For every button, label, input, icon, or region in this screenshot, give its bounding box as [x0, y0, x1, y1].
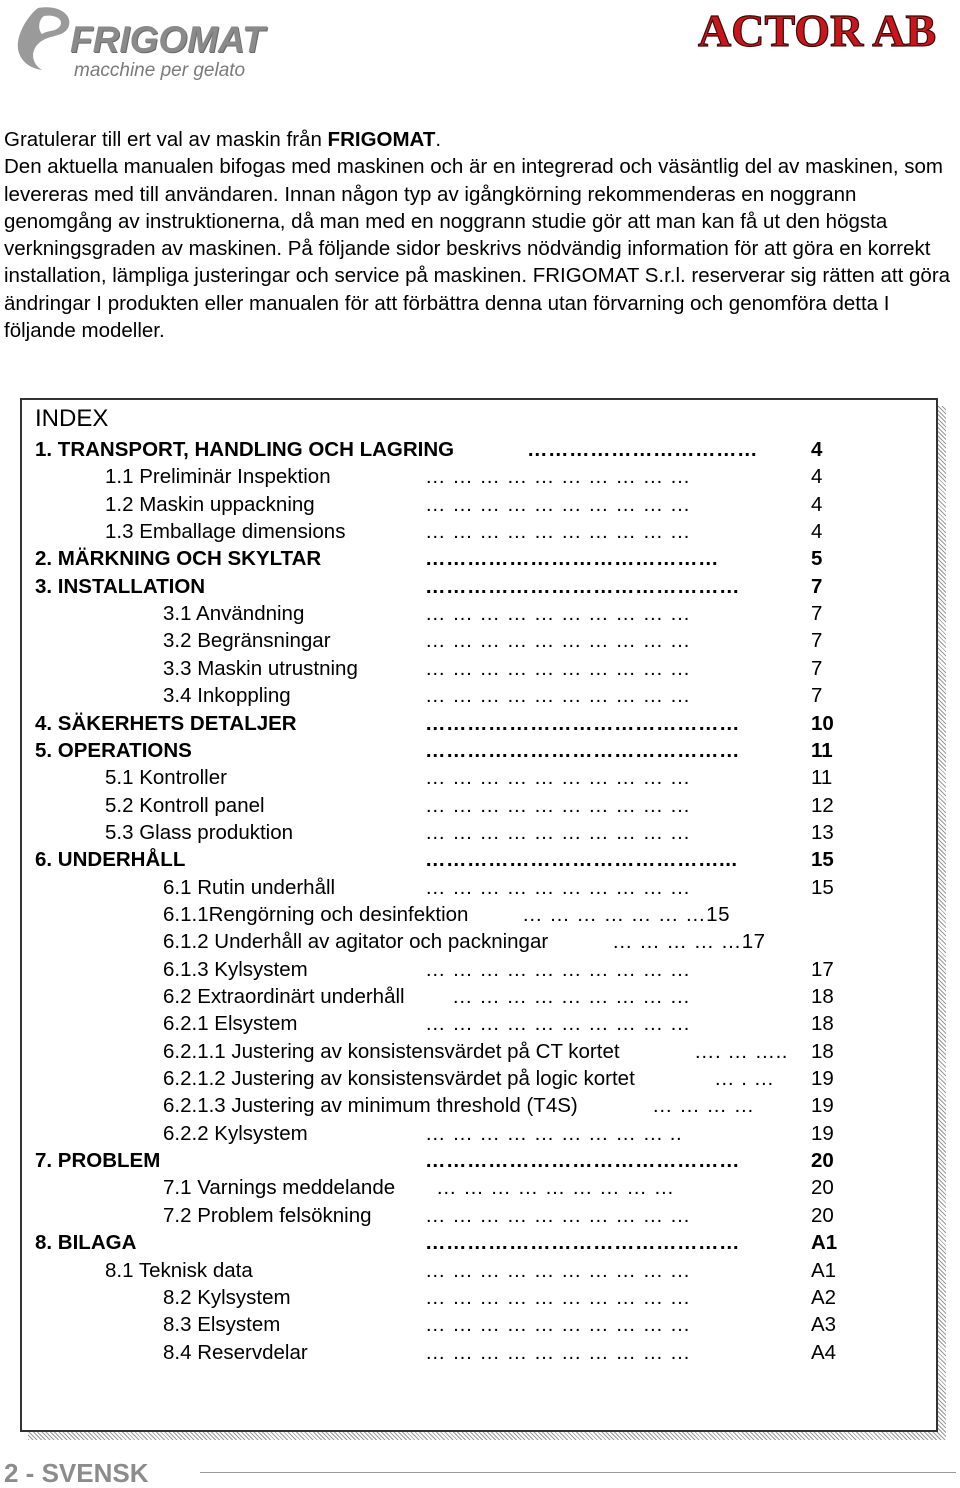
footer-page-label: 2 - SVENSK — [4, 1458, 149, 1488]
toc-entry-leader-dots: … … … … … … … … … … — [425, 1203, 691, 1227]
toc-entry-leader-dots: … … … … …17 — [612, 930, 766, 954]
toc-entry-leader-dots: … … … … … … … … … … — [425, 520, 691, 544]
toc-entry — [0, 1257, 960, 1284]
intro-greeting-end: . — [435, 128, 442, 151]
toc-entry-label: 6.1.1Rengörning och desinfektion — [163, 902, 469, 926]
toc-entry — [0, 1065, 960, 1092]
toc-entry-page-number: 7 — [811, 629, 823, 653]
toc-entry-leader-dots: … … … … … … … … … … — [425, 1285, 691, 1309]
frigomat-swirl-icon — [8, 4, 78, 76]
toc-entry — [0, 792, 960, 819]
toc-entry-leader-dots: ……………………………………… — [425, 711, 740, 735]
toc-entry-leader-dots: …………………………………… — [425, 547, 719, 571]
toc-entry — [0, 1202, 960, 1229]
toc-entry-label: 1. TRANSPORT, HANDLING OCH LAGRING — [35, 438, 455, 461]
toc-entry-leader-dots: … … … … … … … … … … — [425, 465, 691, 489]
toc-entry — [0, 1174, 960, 1201]
toc-entry — [0, 436, 960, 463]
toc-entry-page-number: 5 — [811, 547, 823, 571]
toc-entry — [0, 1120, 960, 1147]
toc-entry-label: 3.2 Begränsningar — [163, 629, 331, 653]
toc-entry-page-number: 19 — [811, 1121, 834, 1145]
intro-body: Den aktuella manualen bifogas med maskinen och är en integrerad och väsäntlig del av maskinen, som levereras med till användaren. Innan någon typ av igångkörning rekommenderas en noggrann genomgång av instruktionerna, då man med en noggrann studie gör att man kan få ut den högsta verkningsgraden av maskinen. På följande sidor beskrivs nödvändig information för att göra en korrekt installation, lämpliga justeringar och service på maskinen. FRIGOMAT S.r.l. reserverar sig rätten att göra ändringar I produkten eller manualen för att förbättra denna utan förvarning och genomföra detta I följande modeller. — [4, 155, 951, 343]
toc-entry-label: 6. UNDERHÅLL — [35, 848, 186, 872]
toc-entry-leader-dots: … … … … … … … … … … — [425, 1340, 691, 1364]
toc-entry-label: 5. OPERATIONS — [35, 738, 192, 762]
toc-entry-page-number: A3 — [811, 1313, 837, 1337]
toc-entry-leader-dots: ……………………………………… — [425, 1231, 740, 1255]
toc-entry-leader-dots: …. … ….. — [694, 1039, 788, 1063]
toc-entry — [0, 983, 960, 1010]
toc-entry-label: 6.2.1.2 Justering av konsistensvärdet på logic kortet — [163, 1067, 635, 1091]
toc-entry-leader-dots: … … … … … … … … … — [436, 1176, 675, 1200]
toc-entry-label: 6.2.2 Kylsystem — [163, 1121, 308, 1145]
toc-entry — [0, 573, 960, 600]
toc-entry — [0, 764, 960, 791]
toc-entry-label: 5.2 Kontroll panel — [105, 793, 265, 817]
toc-entry-leader-dots: … … … … … … … … … … — [425, 656, 691, 680]
toc-entry — [0, 1038, 960, 1065]
toc-entry — [0, 463, 960, 490]
toc-entry-leader-dots: ……………………………………… — [425, 574, 740, 598]
toc-entry — [0, 901, 960, 928]
toc-entry-leader-dots: … … … … … … … … … … — [425, 492, 691, 516]
toc-entry-page-number: 20 — [811, 1203, 834, 1227]
toc-entry-page-number: 18 — [811, 985, 834, 1008]
toc-entry-label: 8. BILAGA — [35, 1231, 137, 1255]
toc-entry-leader-dots: … … … … … … … … … — [452, 985, 691, 1008]
toc-entry-page-number: 18 — [811, 1012, 834, 1036]
toc-entry-page-number: 18 — [811, 1039, 834, 1063]
toc-entry-leader-dots: ……………………………………… — [425, 1149, 740, 1173]
toc-entry-leader-dots: ……………………………………… — [425, 738, 740, 762]
toc-entry-page-number: A1 — [811, 1258, 837, 1282]
toc-entry-leader-dots: … … … … … … … … … … — [425, 1313, 691, 1337]
toc-entry-leader-dots: … … … … … … … … … .. — [425, 1121, 683, 1145]
toc-entry — [0, 1092, 960, 1119]
toc-entry-label: 5.1 Kontroller — [105, 766, 227, 790]
toc-entry-label: 6.1.2 Underhåll av agitator och packningar — [163, 930, 549, 954]
toc-entry-label: 5.3 Glass produktion — [105, 820, 294, 844]
toc-entry-page-number: 7 — [811, 656, 823, 680]
toc-entry — [0, 710, 960, 737]
toc-entry — [0, 682, 960, 709]
toc-entry-leader-dots: ……………………………………... — [425, 848, 738, 872]
toc-entry-label: 6.2.1.3 Justering av minimum threshold (T4S) — [163, 1094, 578, 1118]
toc-entry-leader-dots: … … … … … … … … … … — [425, 1012, 691, 1036]
toc-entry — [0, 491, 960, 518]
toc-entry-page-number: 17 — [811, 957, 834, 981]
toc-entry — [0, 874, 960, 901]
toc-entry — [0, 600, 960, 627]
toc-entry-label: 7. PROBLEM — [35, 1149, 161, 1173]
index-title: INDEX — [35, 405, 109, 432]
toc-entry — [0, 928, 960, 955]
toc-entry-label: 8.1 Teknisk data — [105, 1258, 253, 1282]
toc-entry — [0, 627, 960, 654]
toc-entry-page-number: 20 — [811, 1176, 834, 1200]
toc-entry-leader-dots: … … … … … … … … … … — [425, 1258, 691, 1282]
toc-entry-label: 4. SÄKERHETS DETALJER — [35, 711, 297, 735]
toc-entry — [0, 737, 960, 764]
toc-entry-label: 8.2 Kylsystem — [163, 1285, 291, 1309]
toc-entry-label: 3.3 Maskin utrustning — [163, 656, 358, 680]
toc-entry — [0, 1010, 960, 1037]
frigomat-tagline: macchine per gelato — [74, 60, 246, 81]
toc-entry — [0, 655, 960, 682]
toc-entry — [0, 1229, 960, 1256]
toc-entry — [0, 1284, 960, 1311]
toc-entry-leader-dots: … . … — [714, 1067, 775, 1091]
toc-entry-page-number: 7 — [811, 574, 823, 598]
toc-entry-label: 6.1 Rutin underhåll — [163, 875, 336, 899]
toc-entry-leader-dots: … … … … … … … … … … — [425, 602, 691, 626]
toc-entry-page-number: 15 — [811, 875, 834, 899]
toc-entry-leader-dots: … … … … … … … … … … — [425, 875, 691, 899]
toc-entry-page-number: 15 — [811, 848, 834, 872]
toc-entry-page-number: 12 — [811, 793, 834, 817]
intro-greeting: Gratulerar till ert val av maskin från — [4, 128, 328, 151]
footer-divider — [200, 1472, 956, 1473]
toc-entry-page-number: 7 — [811, 602, 823, 626]
toc-entry-label: 7.1 Varnings meddelande — [163, 1176, 396, 1200]
frigomat-logo — [8, 4, 278, 84]
toc-entry-page-number: A2 — [811, 1285, 837, 1309]
toc-entry-leader-dots: … … … … … … … … … … — [425, 820, 691, 844]
toc-entry-label: 8.3 Elsystem — [163, 1313, 281, 1337]
toc-entry-label: 1.3 Emballage dimensions — [105, 520, 346, 544]
toc-entry-page-number: 11 — [811, 766, 833, 790]
toc-entry-page-number: 4 — [811, 520, 823, 544]
toc-entry — [0, 545, 960, 572]
toc-entry-page-number: A1 — [811, 1231, 838, 1255]
toc-entry-page-number: 20 — [811, 1149, 834, 1173]
toc-entry-leader-dots: … … … … — [652, 1094, 755, 1118]
toc-entry-label: 7.2 Problem felsökning — [163, 1203, 372, 1227]
toc-entry-label: 2. MÄRKNING OCH SKYLTAR — [35, 547, 322, 571]
toc-entry-label: 3. INSTALLATION — [35, 574, 206, 598]
toc-entry-label: 8.4 Reservdelar — [163, 1340, 308, 1364]
toc-entry-label: 6.2.1 Elsystem — [163, 1012, 298, 1036]
toc-entry-page-number: A4 — [811, 1340, 837, 1364]
actor-ab-logo — [698, 6, 952, 58]
toc-entry — [0, 1147, 960, 1174]
toc-entry-leader-dots: … … … … … … … … … … — [425, 793, 691, 817]
toc-entry-page-number: 19 — [811, 1094, 834, 1118]
toc-entry-label: 1.1 Preliminär Inspektion — [105, 465, 331, 489]
toc-entry — [0, 846, 960, 873]
toc-entry-page-number: 4 — [811, 465, 823, 489]
toc-entry-page-number: 7 — [811, 684, 823, 708]
toc-entry-label: 6.2.1.1 Justering av konsistensvärdet på CT kortet — [163, 1039, 620, 1063]
toc-entry-label: 1.2 Maskin uppackning — [105, 492, 315, 516]
toc-entry-leader-dots: … … … … … … …15 — [522, 902, 730, 926]
toc-entry-page-number: 4 — [811, 492, 823, 516]
toc-entry-leader-dots: … … … … … … … … … … — [425, 766, 691, 790]
intro-paragraph — [4, 126, 956, 344]
toc-entry-page-number: 4 — [811, 438, 823, 461]
toc-entry-label: 3.4 Inkoppling — [163, 684, 291, 708]
toc-entry — [0, 1311, 960, 1338]
toc-entry-leader-dots: … … … … … … … … … … — [425, 629, 691, 653]
toc-entry — [0, 518, 960, 545]
toc-entry-page-number: 13 — [811, 820, 834, 844]
toc-entry-label: 3.1 Användning — [163, 602, 305, 626]
toc-entry-leader-dots: …………………………… — [527, 438, 758, 461]
toc-entry-leader-dots: … … … … … … … … … … — [425, 957, 691, 981]
actor-ab-logo-text: ACTOR AB — [698, 5, 937, 56]
toc-entry-page-number: 19 — [811, 1067, 834, 1091]
intro-brand: FRIGOMAT — [327, 128, 436, 151]
toc-entry — [0, 1339, 960, 1366]
toc-entry-label: 6.1.3 Kylsystem — [163, 957, 308, 981]
toc-entry — [0, 956, 960, 983]
frigomat-brand-text: FRIGOMAT — [70, 19, 265, 60]
toc-entry-page-number: 11 — [811, 738, 833, 762]
toc-entry — [0, 819, 960, 846]
toc-entry-page-number: 10 — [811, 711, 834, 735]
toc-entry-label: 6.2 Extraordinärt underhåll — [163, 985, 405, 1008]
toc-entry-leader-dots: … … … … … … … … … … — [425, 684, 691, 708]
